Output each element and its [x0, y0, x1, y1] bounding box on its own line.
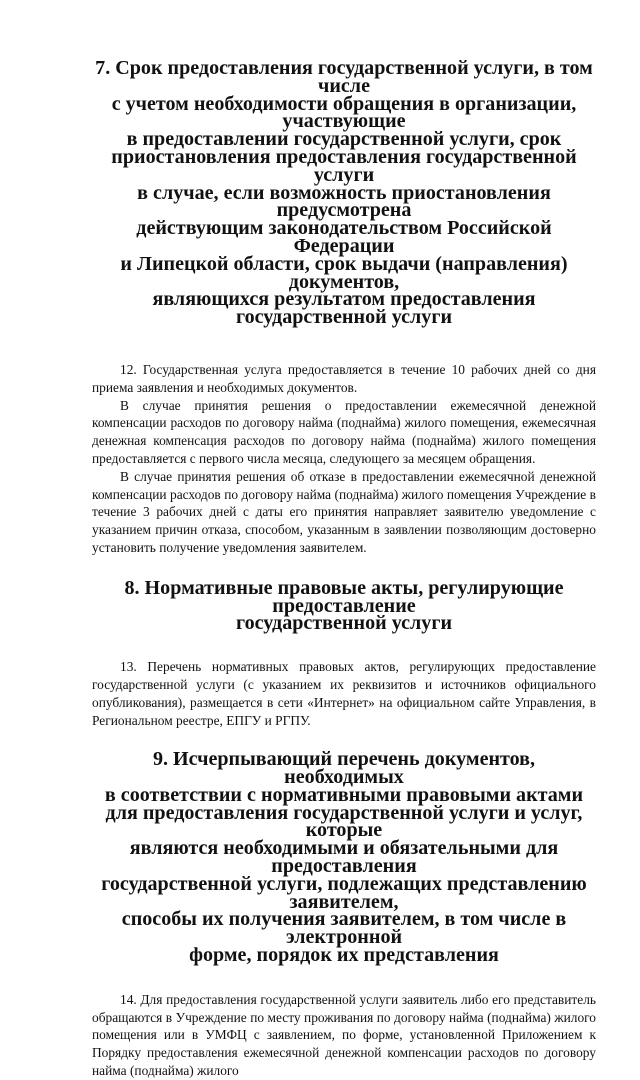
section-7-heading — [92, 57, 596, 329]
paragraph-12: 12. Государственная услуга предоставляется в течение 10 рабочих дней со дня приема заявления и необходимых документов. — [92, 361, 596, 395]
heading-line: государственной услуги, подлежащих представлению заявителем, — [101, 872, 587, 913]
heading-line: и Липецкой области, срок выдачи (направления) документов, — [120, 252, 568, 293]
heading-line: являются необходимыми и обязательными для предоставления — [129, 837, 559, 878]
section-8-heading — [92, 576, 596, 635]
heading-line: приостановления предоставления государственной услуги — [111, 145, 577, 186]
paragraph-12-approval: В случае принятия решения о предоставлении ежемесячной денежной компенсации расходов по договору найма (поднайма) жилого помещения, ежемесячная денежная компенсация расходов по договору найма (поднайма) жилого помещения предоставляется с первого числа месяца, следующего за месяцем обращения. — [92, 397, 596, 466]
section-9-heading — [92, 748, 596, 967]
heading-line: форме, порядок их представления — [189, 944, 499, 967]
paragraph-14: 14. Для предоставления государственной услуги заявитель либо его представитель обращаются в Учреждение по месту проживания по договору найма (поднайма) жилого помещения или в УМФЦ с заявлением, по форме, установленной Приложением к Порядку предоставления ежемесячной денежной компенсации расходов по договору найма (поднайма) жилого — [92, 991, 596, 1079]
heading-line: действующим законодательством Российской Федерации — [136, 217, 552, 257]
heading-line: в случае, если возможность приостановления предусмотрена — [137, 181, 551, 222]
heading-line: в предоставлении государственной услуги, срок — [126, 128, 562, 151]
heading-line: 8. Нормативные правовые акты, регулирующие предоставление — [124, 576, 564, 617]
heading-line: в соответствии с нормативными правовыми актами — [104, 783, 584, 806]
paragraph-13: 13. Перечень нормативных правовых актов, регулирующих предоставление государственной услуги (с указанием их реквизитов и источников официального опубликования), размещается в сети «Интернет» на официальном сайте Управления, в Региональном реестре, ЕПГУ и РГПУ. — [92, 659, 596, 728]
heading-line: способы их получения заявителем, в том числе в электронной — [121, 908, 567, 949]
paragraph-12-refusal: В случае принятия решения об отказе в предоставлении ежемесячной денежной компенсации расходов по договору найма (поднайма) жилого помещения Учреждение в течение 3 рабочих дней с даты его принятия направляет заявителю уведомление с указанием причин отказа, способом, указанным в заявлении позволяющим достоверно установить получение уведомления заявителем. — [92, 468, 596, 555]
heading-line: государственной услуги — [235, 612, 453, 635]
heading-line: для предоставления государственной услуги и услуг, которые — [105, 801, 583, 842]
heading-line: 9. Исчерпывающий перечень документов, необходимых — [152, 748, 536, 789]
heading-line: 7. Срок предоставления государственной услуги, в том числе — [95, 57, 593, 97]
heading-line: являющихся результатом предоставления государственной услуги — [152, 288, 536, 329]
heading-line: с учетом необходимости обращения в организации, участвующие — [111, 92, 577, 133]
